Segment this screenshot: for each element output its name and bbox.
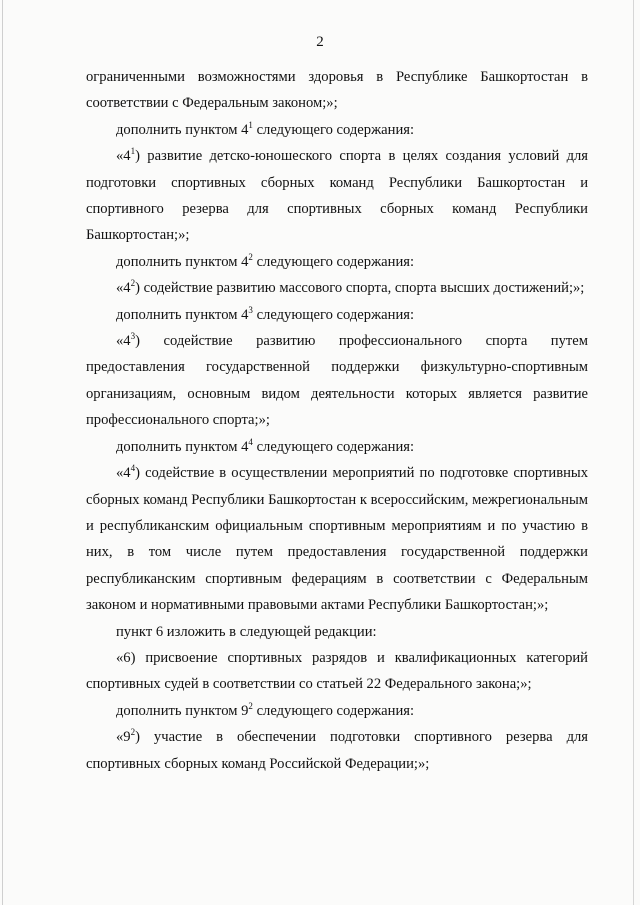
superscript: 1	[130, 146, 136, 157]
paragraph-text: следующего содержания:	[252, 438, 415, 455]
paragraph-instruction	[86, 249, 588, 275]
superscript: 4	[130, 463, 136, 474]
paragraph-clause	[86, 143, 588, 249]
paragraph-text: дополнить пунктом 9	[116, 702, 249, 719]
superscript: 2	[248, 251, 253, 262]
paragraph-instruction	[86, 619, 588, 645]
paragraph-instruction	[86, 302, 588, 328]
superscript: 1	[248, 119, 253, 130]
paragraph-instruction	[86, 117, 588, 143]
paragraph-text: «4	[116, 333, 131, 350]
superscript: 3	[248, 304, 253, 315]
superscript: 2	[130, 278, 136, 289]
paragraph-text: пункт 6 изложить в следующей редакции:	[116, 623, 377, 640]
paragraph-text: «4	[116, 148, 131, 165]
paragraph-text: следующего содержания:	[252, 121, 415, 138]
paragraph-text: следующего содержания:	[252, 253, 415, 270]
paragraph-text: ) содействие развитию массового спорта, спорта высших достижений;»;	[135, 280, 585, 297]
paragraph-text: ) участие в обеспечении подготовки спортивного резерва для спортивных сборных команд Российской Федерации;»;	[86, 729, 588, 772]
paragraph-clause	[86, 275, 588, 301]
paragraph-clause	[86, 645, 588, 698]
paragraph-text: ) развитие детско-юношеского спорта в целях создания условий для подготовки спортивных сборных команд Республики Башкортостан и спортивного резерва для спортивных сборных команд Республики Башкортостан;»;	[86, 148, 588, 244]
superscript: 2	[248, 700, 253, 711]
paragraph-text: дополнить пунктом 4	[116, 438, 249, 455]
paragraph-instruction	[86, 698, 588, 724]
paragraph-text: ) содействие в осуществлении мероприятий по подготовке спортивных сборных команд Республики Башкортостан к всероссийским, межрегиональным и республиканским официальным спортивным мероприятиям и по участию в них, в том числе путем предоставления государственной поддержки республиканским спортивным федерациям в соответствии с Федеральным законом и нормативными правовыми актами Республики Башкортостан;»;	[86, 465, 588, 614]
paragraph-text: следующего содержания:	[252, 702, 415, 719]
scan-edge-left	[2, 0, 3, 905]
paragraph-text: «4	[116, 465, 131, 482]
paragraph-text: дополнить пунктом 4	[116, 253, 249, 270]
paragraph-text: «6) присвоение спортивных разрядов и квалификационных категорий спортивных судей в соответствии со статьей 22 Федерального закона;»;	[86, 649, 588, 693]
document-body	[86, 64, 588, 777]
paragraph-instruction	[86, 434, 588, 460]
superscript: 3	[130, 331, 136, 342]
paragraph-clause	[86, 328, 588, 434]
paragraph-clause	[86, 724, 588, 777]
superscript: 2	[130, 727, 136, 738]
paragraph-text: «9	[116, 729, 131, 746]
scan-edge-right	[633, 0, 634, 905]
paragraph-text: ) содействие развитию профессионального спорта путем предоставления государственной поддержки физкультурно-спортивным организациям, основным видом деятельности которых является развитие профессионального спорта;»;	[86, 333, 588, 429]
page-number: 2	[316, 34, 324, 50]
paragraph-text: «4	[116, 280, 131, 297]
paragraph-text: дополнить пунктом 4	[116, 121, 249, 138]
paragraph-text: следующего содержания:	[252, 306, 415, 323]
paragraph-clause	[86, 460, 588, 618]
paragraph-continuation	[86, 64, 588, 117]
superscript: 4	[248, 436, 253, 447]
paragraph-text: дополнить пунктом 4	[116, 306, 249, 323]
paragraph-text: ограниченными возможностями здоровья в Республике Башкортостан в соответствии с Федеральным законом;»;	[86, 69, 588, 112]
